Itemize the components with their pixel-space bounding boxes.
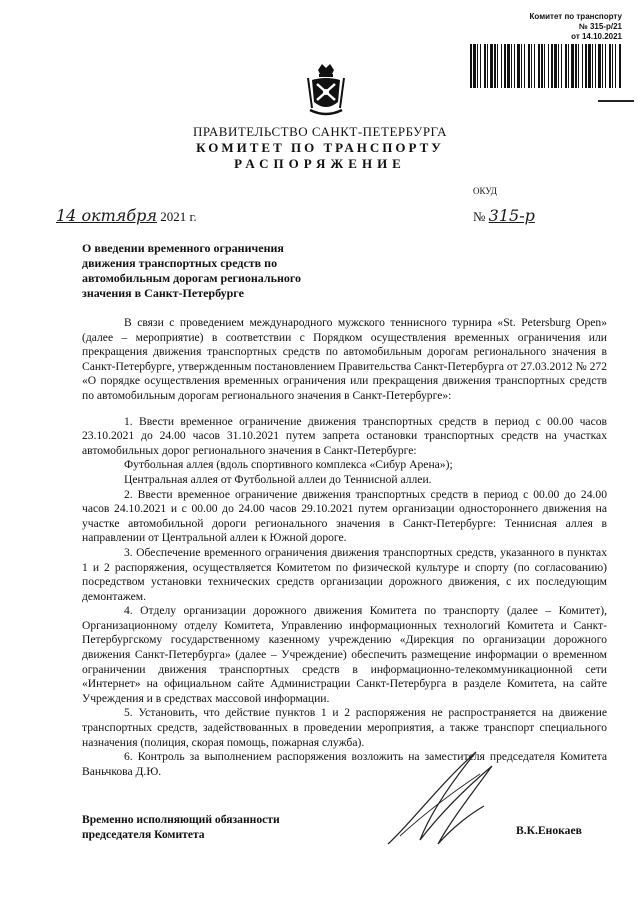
scan-mark: [598, 100, 634, 102]
paragraph-item-4: 4. Отделу организации дорожного движения Комитета по транспорту (далее – Комитет), Организационному отделу Комитета, Управлению информационных технологий Комитета и Санкт-Петербургскому государственному казенному учреждению «Дирекция по организации дорожного движения Санкт-Петербурга» (далее – Учреждение) обеспечить размещение информации о временном ограничении движения транспортных средств в информационно-телекоммуникационной сети «Интернет» на официальном сайте Администрации Санкт-Петербурга в разделе Комитета, на сайте Учреждения и в средствах массовой информации.: [82, 604, 607, 705]
committee-title: КОМИТЕТ ПО ТРАНСПОРТУ: [196, 140, 444, 155]
barcode: [468, 44, 624, 88]
document-type: РАСПОРЯЖЕНИЕ: [234, 156, 406, 171]
stamp-line-date: от 14.10.2021: [571, 32, 622, 41]
document-date: [56, 206, 197, 225]
signatory-name: В.К.Енокаев: [516, 824, 582, 837]
paragraph-item-1: 1. Ввести временное ограничение движения транспортных средств в период с 00.00 часов 23.10.2021 до 24.00 часов 31.10.2021 путем запрета остановки транспортных средств на участках автомобильных дорог регионального значения в Санкт-Петербурге:: [82, 414, 607, 457]
handwritten-date: 14 октября: [56, 206, 157, 225]
coat-of-arms-emblem: [304, 62, 348, 118]
signatory-position: Временно исполняющий обязанности председателя Комитета: [82, 813, 280, 841]
okud-label: ОКУД: [473, 186, 497, 196]
paragraph-item-6: 6. Контроль за выполнением распоряжения возложить на заместителя председателя Комитета Ваньчкова Д.Ю.: [82, 750, 607, 778]
registration-stamp: [472, 12, 622, 42]
stamp-line-number: № 315-р/21: [578, 22, 622, 31]
document-subject: О введении временного ограничения движения транспортных средств по автомобильным дорогам регионального значения в Санкт-Петербурге: [82, 241, 302, 300]
paragraph-item-3: 3. Обеспечение временного ограничения движения транспортных средств, указанного в пунктах 1 и 2 распоряжения, осуществляется Комитетом по физической культуре и спорту (по согласованию) посредством установки технических средств организации дорожного движения, с их последующим демонтажем.: [82, 545, 607, 603]
paragraph-item-1-road-a: Футбольная аллея (вдоль спортивного комплекса «Сибур Арена»);: [124, 458, 453, 472]
government-title: ПРАВИТЕЛЬСТВО САНКТ-ПЕТЕРБУРГА: [192, 124, 448, 139]
handwritten-signature: [380, 744, 500, 852]
paragraph-item-5: 5. Установить, что действие пунктов 1 и 2 распоряжения не распространяется на движение транспортных средств, задействованных в проведении мероприятия, а также транспорт специального назначения (полиция, скорая помощь, пожарная служба).: [82, 706, 607, 749]
stamp-line-committee: Комитет по транспорту: [529, 12, 622, 21]
paragraph-item-2: 2. Ввести временное ограничение движения транспортных средств в период с 00.00 до 24.00 часов 24.10.2021 и с 00.00 до 24.00 часов 29.10.2021 путем организации одностороннего движения на участке автомобильной дороги регионального значения в Санкт-Петербурге: Теннисная аллея в направлении от Центральной аллеи к Южной дороге.: [82, 487, 607, 545]
document-body: [82, 316, 607, 779]
handwritten-number: 315-р: [488, 206, 535, 225]
paragraph-preamble: В связи с проведением международного мужского теннисного турнира «St. Petersburg Open» (далее – мероприятие) в соответствии с Порядком осуществления временных ограничения или прекращения движения транспортных средств по автомобильным дорогам регионального значения в Санкт-Петербурге, утвержденным постановлением Правительства Санкт-Петербурга от 27.03.2012 № 272 «О порядке осуществления временных ограничения или прекращения движения транспортных средств по автомобильным дорогам регионального значения в Санкт-Петербурге»:: [82, 316, 607, 402]
paragraph-item-1-road-b: Центральная аллея от Футбольной аллеи до Теннисной аллеи.: [124, 472, 432, 486]
number-prefix: №: [473, 209, 486, 224]
year-suffix: 2021 г.: [160, 209, 197, 224]
document-number: [473, 206, 535, 225]
